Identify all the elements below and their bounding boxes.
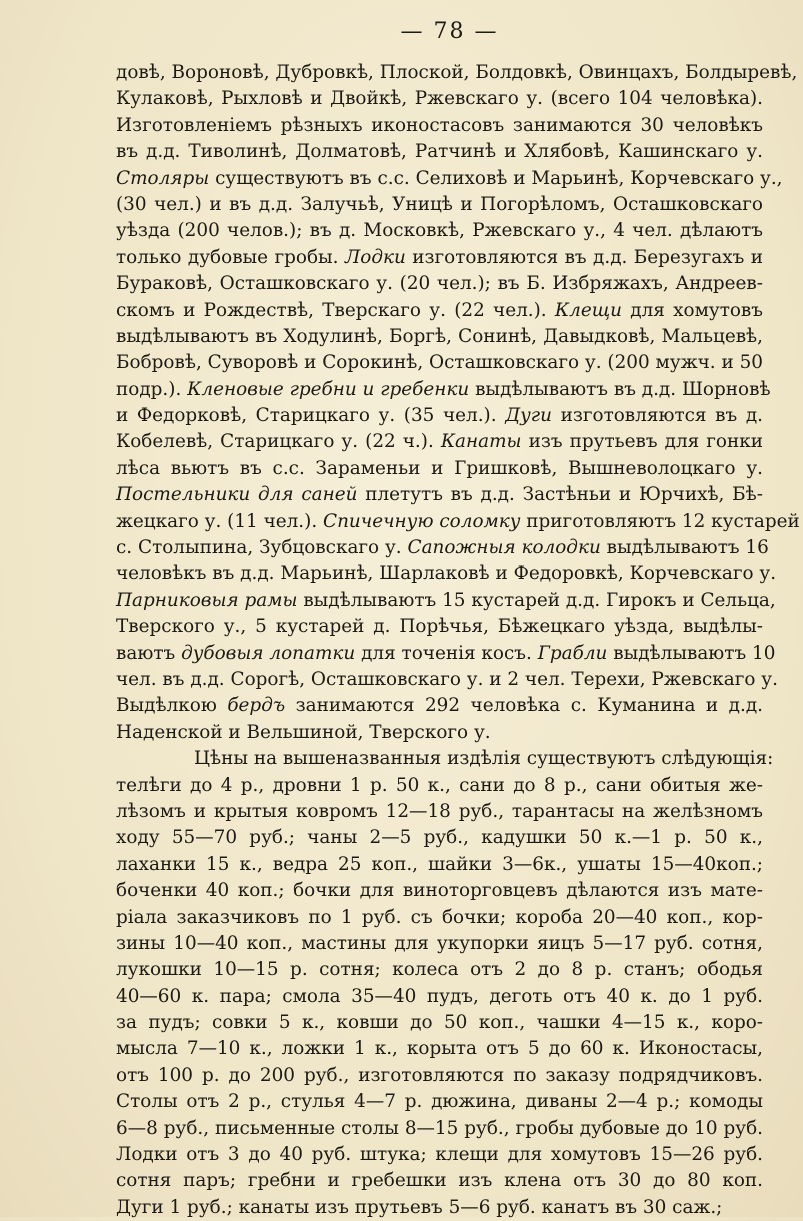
text-line (116, 905, 763, 931)
text-run: Столы отъ 2 р., стулья 4—7 р. дюжина, диваны 2—4 р.; комоды (116, 1091, 763, 1113)
text-run: приготовляютъ 12 кустарей (520, 510, 800, 532)
text-run: выдѣлываютъ 15 кустарей д.д. Гирокъ и Сельца, (297, 589, 776, 611)
text-run: выдѣлываютъ въ Ходулинѣ, Боргѣ, Сонинѣ, Давыдковѣ, Мальцевѣ, (116, 325, 763, 347)
italic-term: бердъ (227, 695, 286, 717)
text-run: и Федорковѣ, Старицкаго у. (35 чел.). (116, 405, 506, 427)
italic-term: Постельники для саней (116, 484, 358, 506)
text-run: изготовляются въ д. (551, 405, 763, 427)
text-line (116, 1195, 763, 1221)
text-run: существуютъ въ с.с. Селиховѣ и Марьинѣ, Корчевскаго у., (209, 167, 783, 189)
text-line (116, 60, 798, 86)
text-run: выдѣлываютъ 16 (600, 537, 769, 559)
paragraph (116, 746, 774, 1221)
text-run: выдѣлываютъ въ д.д. Шорновѣ (469, 378, 771, 400)
text-run: лѣзомъ и крытыя ковромъ 12—18 руб., тарантасы на желѣзномъ (116, 800, 763, 822)
italic-term: Грабли (537, 642, 608, 664)
text-run: выдѣлываютъ 10 (607, 642, 776, 664)
text-run: Выдѣлкою (116, 695, 228, 717)
text-line (116, 166, 783, 192)
text-run: зины 10—40 коп., мастины для укупорки яицъ 5—17 руб. сотня, (116, 932, 763, 954)
text-line (116, 720, 763, 746)
text-run: Цѣны на вышеназванныя издѣлія существуютъ слѣдующія: (194, 748, 774, 770)
text-run: Дуги 1 руб.; канаты изъ прутьевъ 5—6 руб. канатъ въ 30 саж.; (116, 1196, 723, 1218)
italic-term: Канаты (440, 431, 522, 453)
text-run: телѣги до 4 р., дровни 1 р. 50 к., сани до 8 р., сани обитыя же- (116, 774, 763, 796)
italic-term: Дуги (505, 405, 552, 427)
text-line (116, 113, 763, 139)
text-run: чел. въ д.д. Сорогѣ, Осташковскаго у. и 2 чел. Терехи, Ржевскаго у. (116, 668, 778, 690)
text-run: Бураковѣ, Осташковскаго у. (20 чел.); въ Б. Избряжахъ, Андреев- (116, 273, 763, 295)
text-line (116, 456, 763, 482)
text-line (116, 588, 776, 614)
text-run: отъ 100 р. до 200 руб., изготовляются по заказу подрядчиковъ. (116, 1064, 763, 1086)
text-run: Лодки отъ 3 до 40 руб. штука; клещи для хомутовъ 15—26 руб. (116, 1144, 763, 1166)
text-line (116, 139, 763, 165)
italic-term: Парниковыя рамы (116, 589, 298, 611)
paragraph (116, 60, 800, 746)
text-line (116, 825, 763, 851)
text-run: Кулаковѣ, Рыхловѣ и Двойкѣ, Ржевскаго у. (всего 104 человѣка). (116, 88, 763, 110)
text-run: лаханки 15 к., ведра 25 коп., шайки 3—6к., ушаты 15—40коп.; (116, 853, 763, 875)
text-run: изъ прутьевъ для гонки (521, 431, 763, 453)
text-run: жецкаго у. (11 чел.). (116, 510, 324, 532)
italic-term: Кленовые гребни и гребенки (187, 378, 470, 400)
text-run: ваютъ (116, 642, 182, 664)
text-line (116, 298, 763, 324)
text-run: уѣзда (200 челов.); въ д. Московкѣ, Ржевскаго у., 4 чел. дѣлаютъ (116, 220, 763, 242)
text-line (116, 192, 763, 218)
text-run: занимаются 292 человѣка с. Куманина и д.д. (285, 695, 764, 717)
text-line (116, 245, 763, 271)
text-line (116, 693, 763, 719)
text-line (116, 509, 800, 535)
text-run: за пудъ; совки 5 к., ковши до 50 коп., чашки 4—15 к., коро- (116, 1012, 763, 1034)
text-line (116, 377, 771, 403)
text-run: Наденской и Вельшиной, Тверского у. (116, 721, 491, 743)
text-line (116, 852, 763, 878)
text-line (116, 773, 763, 799)
text-line (116, 1168, 763, 1194)
text-run: ріала заказчиковъ по 1 руб. съ бочки; короба 20—40 коп., кор- (116, 906, 763, 928)
text-line (116, 429, 763, 455)
text-run: с. Столыпина, Зубцовскаго у. (116, 537, 408, 559)
text-run: Бобровѣ, Суворовѣ и Сорокинѣ, Осташковскаго у. (200 мужч. и 50 (116, 352, 763, 374)
italic-term: Спичечную соломку (323, 510, 521, 532)
text-line (116, 482, 763, 508)
text-run: мысла 7—10 к., ложки 1 к., корыта отъ 5 до 60 к. Иконостасы, (116, 1038, 763, 1060)
text-run: Кобелевѣ, Старицкаго у. (22 ч.). (116, 431, 441, 453)
text-run: лѣса вьютъ въ с.с. Зараменьи и Гришковѣ, Вышневолоцкаго у. (116, 457, 763, 479)
text-line (116, 667, 778, 693)
text-line (116, 641, 776, 667)
text-run: сотня паръ; гребни и гребешки изъ клена отъ 30 до 80 коп. (116, 1170, 763, 1192)
text-run: Тверского у., 5 кустарей д. Порѣчья, Бѣжецкаго уѣзда, выдѣлы- (116, 616, 763, 638)
text-run: 6—8 руб., письменные столы 8—15 руб., гробы дубовые до 10 руб. (116, 1117, 763, 1139)
text-line (116, 218, 763, 244)
text-line (116, 1116, 763, 1142)
text-line (116, 324, 763, 350)
text-run: скомъ и Рождествѣ, Тверскаго у. (22 чел.). (116, 299, 555, 321)
text-run: довѣ, Вороновѣ, Дубровкѣ, Плоской, Болдовкѣ, Овинцахъ, Болдыревѣ, (116, 62, 798, 83)
text-run: человѣкъ въ д.д. Марьинѣ, Шарлаковѣ и Федоровкѣ, Корчевскаго у. (116, 563, 777, 585)
text-run: для хомутовъ (621, 299, 763, 321)
italic-term: Столяры (116, 167, 210, 189)
text-line (116, 1010, 763, 1036)
text-line (116, 957, 763, 983)
text-line (116, 561, 777, 587)
page-number: — 78 — (400, 19, 499, 44)
text-run: изготовляются въ д.д. Березугахъ и (405, 246, 763, 268)
italic-term: Сапожныя колодки (407, 537, 601, 559)
text-line (116, 1089, 763, 1115)
text-run: лукошки 10—15 р. сотня; колеса отъ 2 до 8 р. станъ; ободья (116, 959, 763, 981)
text-line (116, 86, 763, 112)
text-run: для точенія косъ. (355, 642, 538, 664)
text-run: ходу 55—70 руб.; чаны 2—5 руб., кадушки 50 к.—1 р. 50 к., (116, 827, 763, 849)
text-run: плетутъ въ д.д. Застѣньи и Юрчихѣ, Бѣ- (357, 484, 763, 506)
text-line (116, 1142, 763, 1168)
text-line (116, 614, 763, 640)
italic-term: Клещи (554, 299, 622, 321)
text-run: 40—60 к. пара; смола 35—40 пудъ, деготь отъ 40 к. до 1 руб. (116, 985, 763, 1007)
body-text (116, 60, 800, 1221)
text-line (116, 1036, 763, 1062)
text-line (116, 403, 763, 429)
text-run: Изготовленіемъ рѣзныхъ иконостасовъ занимаются 30 человѣкъ (116, 114, 763, 136)
italic-term: дубовыя лопатки (181, 642, 356, 664)
text-line (116, 350, 763, 376)
text-run: подр.). (116, 378, 188, 400)
text-line (116, 931, 763, 957)
text-line (116, 1063, 763, 1089)
text-line (116, 984, 763, 1010)
text-line (116, 799, 763, 825)
text-line (116, 271, 763, 297)
italic-term: Лодки (344, 246, 406, 268)
text-line (116, 535, 769, 561)
text-line (116, 878, 763, 904)
text-line (116, 746, 774, 772)
text-run: (30 чел.) и въ д.д. Залучьѣ, Уницѣ и Погорѣломъ, Осташковскаго (116, 193, 763, 215)
text-run: только дубовые гробы. (116, 246, 345, 268)
text-run: въ д.д. Тиволинѣ, Долматовѣ, Ратчинѣ и Хлябовѣ, Кашинскаго у. (116, 141, 763, 163)
text-run: боченки 40 коп.; бочки для виноторговцевъ дѣлаются изъ мате- (116, 880, 763, 902)
